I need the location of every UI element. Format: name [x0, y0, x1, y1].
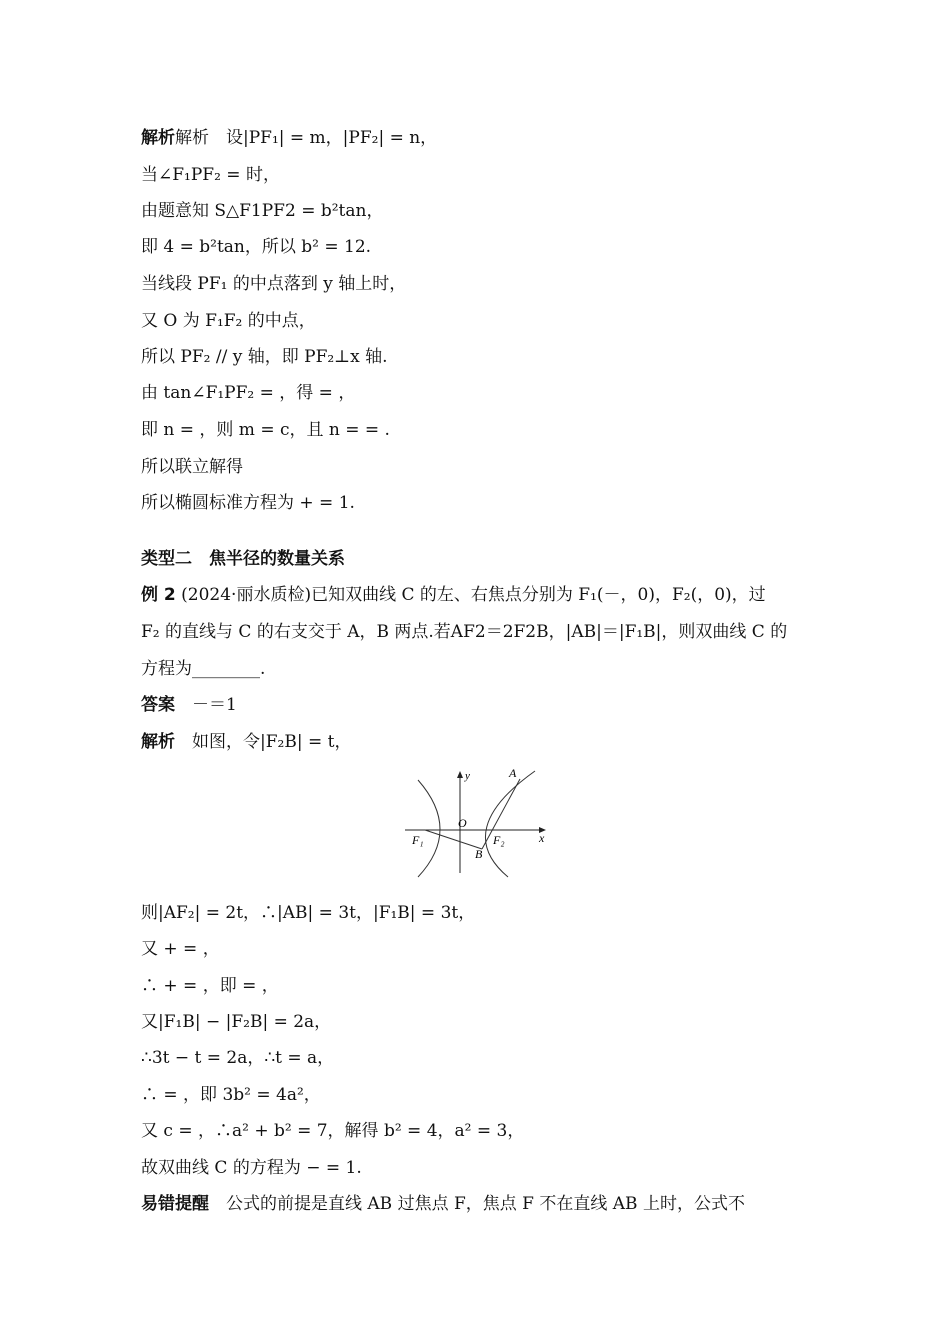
analysis-line-10: 所以联立解得 [141, 457, 243, 477]
analysis-label: 解析 [141, 128, 175, 148]
solution-line-5: ∴3t − t = 2a，∴t = a， [141, 1048, 335, 1068]
solution-line-1: 则|AF₂| = 2t，∴|AB| = 3t，|F₁B| = 3t， [141, 903, 476, 923]
hyperbola-figure [400, 765, 550, 880]
x-label: x [539, 831, 545, 845]
analysis-line-2: 当∠F₁PF₂ = 时， [141, 165, 280, 185]
origin-label: O [458, 816, 467, 830]
f2-label: F₂ [493, 833, 505, 847]
example-line-1 [141, 584, 766, 606]
text: 解析 设|PF₁| = m，|PF₂| = n， [175, 128, 438, 148]
tip-label: 易错提醒 [141, 1194, 209, 1214]
section-title: 类型二 焦半径的数量关系 [141, 549, 345, 569]
analysis-line-9: 即 n = ，则 m = c，且 n = = . [141, 420, 390, 440]
example-line-2: F₂ 的直线与 C 的右支交于 A，B 两点.若AF2＝2F2B，|AB|＝|F₁B|，则双曲线 C 的 [141, 622, 788, 642]
point-a-label: A [509, 766, 517, 780]
solution-line-7: 又 c = ，∴a² + b² = 7，解得 b² = 4，a² = 3， [141, 1121, 525, 1141]
left-branch [418, 780, 440, 877]
analysis-line-3: 由题意知 S△F1PF2 = b²tan， [141, 201, 384, 221]
analysis2-label: 解析 [141, 732, 175, 752]
example-text-1: (2024·丽水质检)已知双曲线 C 的左、右焦点分别为 F₁(－，0)，F₂(，0)，过 [175, 585, 766, 605]
analysis-line-1 [141, 127, 437, 149]
point-b-label: B [475, 847, 483, 861]
analysis-line-6: 又 O 为 F₁F₂ 的中点， [141, 311, 316, 331]
example-line-3: 方程为________. [141, 659, 266, 679]
solution-line-2: 又 + = ， [141, 939, 220, 959]
analysis-line-4: 即 4 = b²tan，所以 b² = 12. [141, 237, 372, 257]
example-label: 例 2 [141, 585, 176, 605]
y-axis-arrow [457, 771, 463, 778]
analysis-line-11: 所以椭圆标准方程为 + = 1. [141, 493, 355, 513]
solution-line-4: 又|F₁B| − |F₂B| = 2a， [141, 1012, 332, 1032]
analysis-line-7: 所以 PF₂ // y 轴，即 PF₂⊥x 轴. [141, 347, 388, 367]
y-label: y [465, 770, 470, 782]
analysis-line-8: 由 tan∠F₁PF₂ = ，得 = ， [141, 383, 356, 403]
tip-text: 公式的前提是直线 AB 过焦点 F，焦点 F 不在直线 AB 上时，公式不 [209, 1194, 745, 1214]
line-f1b [425, 830, 482, 849]
tip-line [141, 1193, 745, 1215]
solution-line-8: 故双曲线 C 的方程为 − = 1. [141, 1158, 362, 1178]
answer-line [141, 694, 237, 716]
solution-line-3: ∴ + = ，即 = ， [141, 976, 279, 996]
solution-line-6: ∴ = ，即 3b² = 4a²， [141, 1085, 321, 1105]
f1-label: F₁ [412, 833, 424, 847]
hyperbola-diagram [400, 765, 550, 880]
analysis2-line [141, 731, 351, 753]
analysis2-text: 如图，令|F₂B| = t， [175, 732, 352, 752]
analysis-line-5: 当线段 PF₁ 的中点落到 y 轴上时， [141, 274, 407, 294]
answer-text: －＝1 [175, 695, 237, 715]
answer-label: 答案 [141, 695, 175, 715]
right-branch [485, 771, 535, 877]
